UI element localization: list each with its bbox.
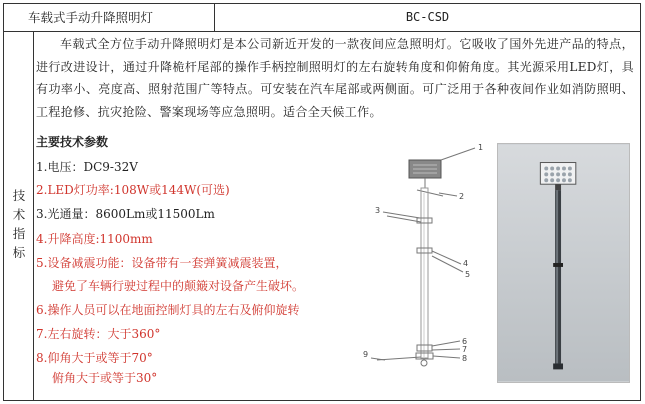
spec-item: 1.电压：DC9-32V <box>36 160 138 174</box>
spec-item: 俯角大于或等于30° <box>52 371 158 385</box>
section-title: 主要技术参数 <box>36 135 109 149</box>
callout-2: 2 <box>459 192 465 201</box>
spec-item: 4.升降高度:1100mm <box>36 232 153 246</box>
product-model: BC-CSD <box>405 10 450 24</box>
side-label-char: 术 <box>12 207 26 222</box>
callout-7: 7 <box>462 345 468 354</box>
header-row <box>4 4 640 32</box>
callout-5: 5 <box>465 270 471 279</box>
spec-item: 8.仰角大于或等于70° <box>36 351 153 365</box>
spec-item: 5.设备减震功能：设备带有一套弹簧减震装置， <box>36 256 288 270</box>
description-block <box>36 33 634 123</box>
side-label-char: 标 <box>12 245 26 260</box>
spec-item: 6.操作人员可以在地面控制灯具的左右及俯仰旋转 <box>36 303 300 317</box>
spec-item: 避免了车辆行驶过程中的颠簸对设备产生破坏。 <box>52 279 305 293</box>
side-label-char: 指 <box>12 226 26 241</box>
mast-diagram <box>357 138 495 382</box>
product-photo <box>497 143 630 383</box>
spec-item: 7.左右旋转：大于360° <box>36 327 161 341</box>
callout-9: 9 <box>363 350 369 359</box>
side-label-cell <box>4 32 34 400</box>
side-label-char: 技 <box>12 188 26 203</box>
callout-3: 3 <box>375 206 381 215</box>
callout-8: 8 <box>462 354 468 363</box>
spec-item: 2.LED灯功率:108W或144W(可选) <box>36 183 230 197</box>
intro-paragraph: 车载式全方位手动升降照明灯是本公司新近开发的一款夜间应急照明灯。它吸收了国外先进产品的特点，进行改进设计，通过升降桅杆尾部的操作手柄控制照明灯的左右旋转角度和仰俯角度。其光源采用LED灯，具有功率小、亮度高、照射范围广等特点。可安装在汽车尾部或两侧面。可广泛用于各种夜间作业如消防照明、工程抢修、抗灾抢险、警案现场等应急照明。适合全天候工作。 <box>36 37 634 119</box>
side-label <box>4 186 34 262</box>
callout-6: 6 <box>462 337 468 346</box>
callout-4: 4 <box>463 259 469 268</box>
spec-item: 3.光通量：8600Lm或11500Lm <box>36 207 215 221</box>
product-name: 车载式手动升降照明灯 <box>4 4 215 31</box>
callout-1: 1 <box>478 143 484 152</box>
